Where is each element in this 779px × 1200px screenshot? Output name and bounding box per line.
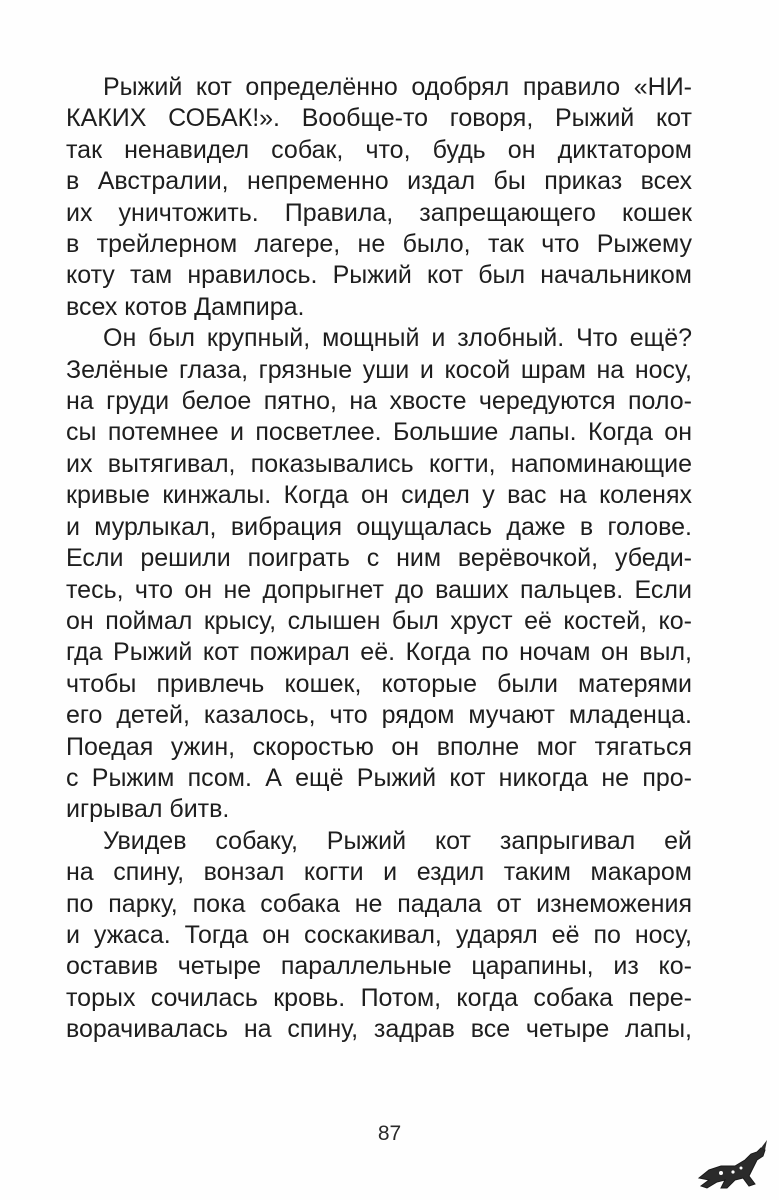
- text-line: оставив четыре параллельные царапины, из ко-: [66, 952, 692, 981]
- text-line: на спину, вонзал когти и ездил таким макаром: [66, 858, 692, 887]
- text-line: его детей, казалось, что рядом мучают младенца.: [66, 701, 692, 730]
- text-line: торых сочилась кровь. Потом, когда собака пере-: [66, 983, 692, 1012]
- text-line: он поймал крысу, слышен был хруст её костей, ко-: [66, 606, 692, 635]
- body-text: [66, 72, 692, 1046]
- text-line: гда Рыжий кот пожирал её. Когда по ночам он выл,: [66, 638, 692, 667]
- text-line: Рыжий кот определённо одобрял правило «НИ-: [103, 73, 692, 101]
- text-line: Поедая ужин, скоростью он вполне мог тягаться: [66, 732, 692, 761]
- text-line: ворачивалась на спину, задрав все четыре лапы,: [66, 1015, 692, 1044]
- text-line: по парку, пока собака не падала от изнеможения: [66, 889, 692, 918]
- text-line: Увидев собаку, Рыжий кот запрыгивал ей: [103, 826, 692, 855]
- text-line: игрывал битв.: [66, 795, 230, 824]
- text-line: на груди белое пятно, на хвосте чередуются поло-: [66, 387, 692, 416]
- text-line: чтобы привлечь кошек, которые были матерями: [66, 669, 692, 698]
- text-line: в Австралии, непременно издал бы приказ всех: [66, 167, 692, 196]
- text-line: КАКИХ СОБАК!». Вообще-то говоря, Рыжий кот: [66, 104, 692, 133]
- text-line: в трейлерном лагере, не было, так что Рыжему: [66, 230, 692, 259]
- paragraph-3: [66, 826, 692, 1046]
- text-line: их уничтожить. Правила, запрещающего кошек: [66, 198, 692, 227]
- text-line: и ужаса. Тогда он соскакивал, ударял её по носу,: [66, 920, 692, 949]
- text-line: Зелёные глаза, грязные уши и косой шрам на носу,: [66, 355, 692, 384]
- page-number: 87: [377, 1122, 402, 1145]
- paragraph-2: [66, 323, 692, 826]
- text-line: так ненавидел собак, что, будь он диктатором: [66, 135, 692, 164]
- text-line: всех котов Дампира.: [66, 292, 305, 321]
- text-line: сы потемнее и посветлее. Большие лапы. Когда он: [66, 418, 692, 447]
- paragraph-1: [66, 72, 692, 323]
- text-line: их вытягивал, показывались когти, напоминающие: [66, 449, 692, 478]
- text-line: коту там нравилось. Рыжий кот был начальником: [66, 261, 692, 290]
- text-line: Он был крупный, мощный и злобный. Что ещё?: [103, 324, 692, 353]
- running-dog-illustration: [691, 1126, 773, 1196]
- text-line: тесь, что он не допрыгнет до ваших пальцев. Если: [66, 575, 692, 604]
- text-line: кривые кинжалы. Когда он сидел у вас на коленях: [66, 481, 692, 510]
- text-line: с Рыжим псом. А ещё Рыжий кот никогда не про-: [66, 763, 692, 792]
- text-line: Если решили поиграть с ним верёвочкой, убеди-: [66, 544, 692, 573]
- text-line: и мурлыкал, вибрация ощущалась даже в голове.: [66, 512, 692, 541]
